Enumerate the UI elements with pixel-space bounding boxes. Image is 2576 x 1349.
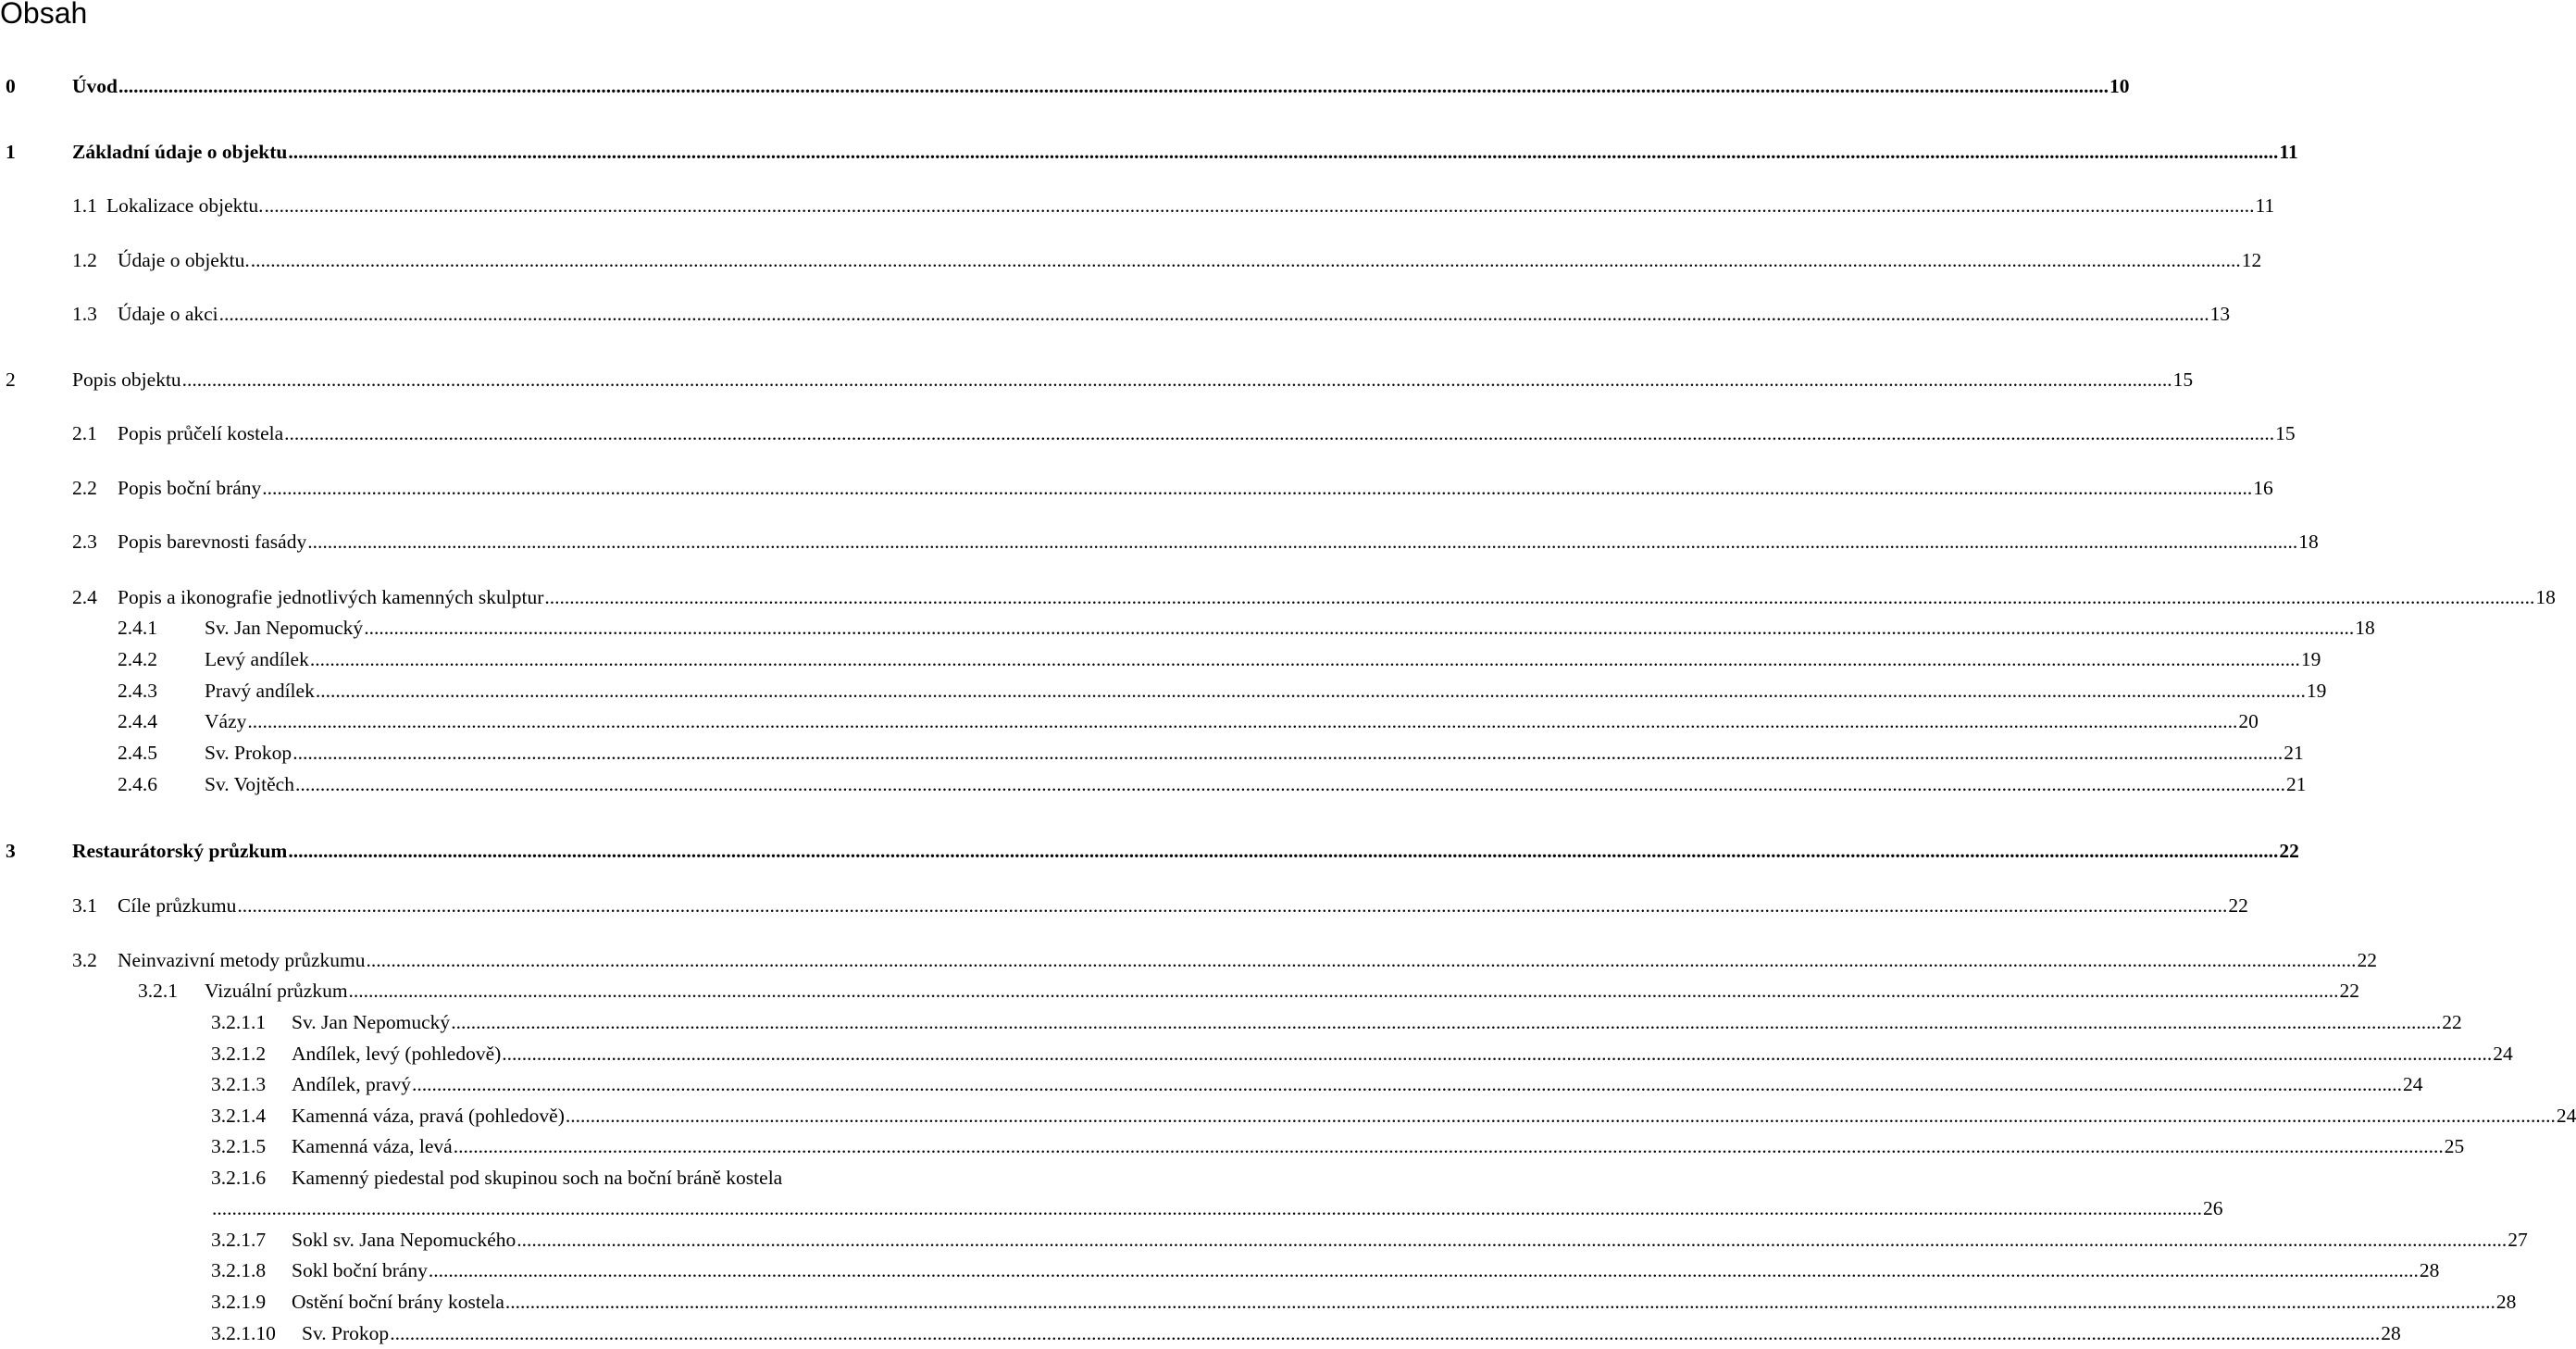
toc-page-number: 11	[2255, 194, 2275, 217]
toc-entry-title: Kamenný piedestal pod skupinou soch na boční bráně kostela	[292, 1167, 783, 1189]
toc-entry-title: Sv. Prokop	[302, 1322, 390, 1344]
toc-entry-number: 3.1	[72, 894, 97, 917]
toc-entry[interactable]	[138, 976, 2360, 1006]
toc-dot-leader: ................................................................................................................................................................................................................................................................................................................................................................................................................	[118, 75, 2109, 97]
toc-page-number: 18	[2355, 617, 2375, 639]
toc-page-number: 15	[2275, 422, 2296, 444]
toc-entry[interactable]	[211, 1225, 2528, 1255]
toc-dot-leader: ................................................................................................................................................................................................................................................................................................................................................................................................................	[294, 773, 2285, 795]
toc-entry-number: 1.2	[72, 249, 97, 271]
toc-dot-leader: ................................................................................................................................................................................................................................................................................................................................................................................................................	[250, 249, 2241, 271]
toc-entry-title: Sv. Vojtěch	[205, 773, 294, 795]
toc-entry[interactable]	[6, 137, 2298, 167]
toc-entry-number: 2.4	[72, 586, 97, 608]
toc-dot-leader: ................................................................................................................................................................................................................................................................................................................................................................................................................	[502, 1043, 2493, 1065]
toc-entry[interactable]	[72, 245, 2262, 275]
toc-entry[interactable]	[72, 527, 2319, 556]
toc-entry-title: Kamenná váza, levá	[292, 1135, 453, 1157]
toc-entry-title: Úvod	[72, 75, 118, 97]
toc-entry-title: Andílek, pravý	[292, 1073, 411, 1095]
toc-page-number: 28	[2495, 1291, 2517, 1313]
toc-page-number: 22	[2339, 980, 2360, 1002]
toc-entry[interactable]	[211, 1163, 889, 1193]
toc-entry-title: Vázy	[205, 710, 247, 732]
toc-page-number: 24	[2556, 1105, 2576, 1127]
toc-entry-number: 2.4.4	[118, 710, 157, 732]
toc-dot-leader: ................................................................................................................................................................................................................................................................................................................................................................................................................	[309, 648, 2300, 670]
toc-dot-leader: ................................................................................................................................................................................................................................................................................................................................................................................................................	[565, 1105, 2556, 1127]
toc-entry-number: 3.2.1.9	[211, 1291, 267, 1313]
toc-dot-leader: ................................................................................................................................................................................................................................................................................................................................................................................................................	[181, 368, 2172, 391]
toc-entry-title: Cíle průzkumu	[118, 894, 237, 917]
toc-entry-number: 2.4.2	[118, 648, 157, 670]
toc-entry-number: 2.2	[72, 477, 97, 499]
toc-entry-number: 2.4.1	[118, 617, 157, 639]
toc-entry-number: 3.2.1	[138, 980, 178, 1002]
toc-entry[interactable]	[211, 1287, 2517, 1317]
toc-page-number: 25	[2444, 1135, 2465, 1157]
toc-entry[interactable]	[118, 644, 2321, 674]
toc-entry[interactable]	[72, 582, 2556, 612]
toc-entry-number: 2.3	[72, 531, 97, 553]
toc-dot-leader: ................................................................................................................................................................................................................................................................................................................................................................................................................	[390, 1322, 2381, 1344]
toc-entry-title: Levý andílek	[205, 648, 309, 670]
toc-dot-leader: ................................................................................................................................................................................................................................................................................................................................................................................................................	[315, 680, 2306, 702]
toc-page-number: 22	[2279, 840, 2299, 862]
toc-entry[interactable]	[72, 945, 2377, 975]
toc-entry-number: 3.2.1.3	[211, 1073, 267, 1095]
toc-entry[interactable]	[118, 769, 2307, 799]
toc-dot-leader: ................................................................................................................................................................................................................................................................................................................................................................................................................	[366, 949, 2357, 971]
toc-entry-title: Popis objektu	[72, 368, 181, 391]
toc-entry[interactable]	[211, 1007, 2462, 1037]
toc-entry[interactable]	[118, 613, 2375, 643]
toc-entry-number: 3.2.1.7	[211, 1229, 267, 1251]
toc-entry-number: 3.2	[72, 949, 97, 971]
toc-entry-title: Popis průčelí kostela	[118, 422, 284, 444]
toc-entry[interactable]	[6, 836, 2299, 866]
toc-entry[interactable]	[6, 71, 2130, 101]
toc-entry-number: 3.2.1.1	[211, 1011, 267, 1033]
toc-entry-number: 3.2.1.8	[211, 1259, 267, 1281]
toc-entry-number: 2.1	[72, 422, 97, 444]
toc-entry-title: Popis barevnosti fasády	[118, 531, 307, 553]
toc-entry[interactable]	[118, 706, 2259, 736]
toc-dot-leader: ................................................................................................................................................................................................................................................................................................................................................................................................................	[288, 840, 2279, 862]
toc-entry-number: 2.4.6	[118, 773, 157, 795]
toc-entry-number: 2	[6, 368, 16, 391]
toc-page-number: 22	[2357, 949, 2377, 971]
toc-entry[interactable]	[72, 891, 2248, 920]
toc-dot-leader: ................................................................................................................................................................................................................................................................................................................................................................................................................	[451, 1011, 2442, 1033]
toc-entry[interactable]	[211, 1318, 2401, 1348]
toc-dot-leader: ................................................................................................................................................................................................................................................................................................................................................................................................................	[453, 1135, 2444, 1157]
toc-entry[interactable]	[211, 1039, 2513, 1068]
toc-page-number: 11	[2279, 141, 2298, 163]
toc-dot-leader: ................................................................................................................................................................................................................................................................................................................................................................................................................	[516, 1229, 2508, 1251]
toc-entry-number: 2.4.3	[118, 680, 157, 702]
toc-entry-title: Sv. Prokop	[205, 742, 292, 764]
toc-entry-number: 0	[6, 75, 16, 97]
toc-entry-number: 1	[6, 141, 16, 163]
toc-dot-leader: ................................................................................................................................................................................................................................................................................................................................................................................................................	[247, 710, 2238, 732]
toc-page-number: 19	[2306, 680, 2327, 702]
toc-entry-title: Popis a ikonografie jednotlivých kamenných skulptur	[118, 586, 544, 608]
toc-entry-number: 3.2.1.10	[211, 1322, 276, 1344]
toc-entry-number: 3.2.1.6	[211, 1167, 267, 1189]
toc-entry-number: 1.1	[72, 194, 97, 217]
toc-entry-title: Ostění boční brány kostela	[292, 1291, 504, 1313]
toc-page-number: 20	[2238, 710, 2259, 732]
toc-entry-title: Sokl boční brány	[292, 1259, 428, 1281]
toc-page-number: 26	[2203, 1197, 2223, 1219]
toc-entry-title: Základní údaje o objektu	[72, 141, 288, 163]
toc-page-number: 27	[2508, 1229, 2528, 1251]
toc-entry-title: Sv. Jan Nepomucký	[205, 617, 364, 639]
toc-entry-title: Pravý andílek	[205, 680, 315, 702]
toc-dot-leader: ................................................................................................................................................................................................................................................................................................................................................................................................................	[237, 894, 2228, 917]
toc-page-number: 13	[2209, 303, 2231, 325]
toc-entry[interactable]	[118, 676, 2327, 706]
toc-dot-leader: ................................................................................................................................................................................................................................................................................................................................................................................................................	[307, 531, 2298, 553]
toc-page-number: 28	[2419, 1259, 2440, 1281]
toc-entry-title: Restaurátorský průzkum	[72, 840, 288, 862]
toc-entry-title: Údaje o akci	[118, 303, 218, 325]
toc-page-number: 19	[2300, 648, 2321, 670]
toc-page-number: 12	[2241, 249, 2262, 271]
toc-dot-leader: ................................................................................................................................................................................................................................................................................................................................................................................................................	[292, 742, 2284, 764]
toc-page-number: 21	[2284, 742, 2304, 764]
toc-entry-title: Údaje o objektu.	[118, 249, 250, 271]
toc-entry-number: 1.3	[72, 303, 97, 325]
toc-page-number: 21	[2285, 773, 2307, 795]
toc-dot-leader: ................................................................................................................................................................................................................................................................................................................................................................................................................	[428, 1259, 2419, 1281]
toc-page-number: 24	[2493, 1043, 2513, 1065]
toc-entry[interactable]	[211, 1101, 2576, 1130]
toc-entry-title: Andílek, levý (pohledově)	[292, 1043, 502, 1065]
toc-page-number: 16	[2253, 477, 2273, 499]
toc-entry[interactable]	[72, 418, 2296, 448]
toc-entry-number: 3.2.1.2	[211, 1043, 267, 1065]
toc-dot-leader: ................................................................................................................................................................................................................................................................................................................................................................................................................	[364, 617, 2355, 639]
toc-entry-title: Popis boční brány	[118, 477, 262, 499]
toc-entry-number: 3.2.1.4	[211, 1105, 267, 1127]
page-title: Obsah	[0, 0, 88, 30]
toc-dot-leader: ................................................................................................................................................................................................................................................................................................................................................................................................................	[212, 1197, 2202, 1219]
toc-entry[interactable]	[211, 1255, 2440, 1285]
toc-dot-leader: ................................................................................................................................................................................................................................................................................................................................................................................................................	[504, 1291, 2495, 1313]
toc-page-number: 28	[2381, 1322, 2401, 1344]
toc-page-number: 24	[2402, 1073, 2423, 1095]
toc-page-number: 15	[2172, 368, 2194, 391]
toc-dot-leader: ................................................................................................................................................................................................................................................................................................................................................................................................................	[262, 477, 2253, 499]
toc-entry[interactable]	[72, 299, 2231, 329]
toc-dot-leader: ................................................................................................................................................................................................................................................................................................................................................................................................................	[288, 141, 2279, 163]
toc-page-number: 18	[2535, 586, 2556, 608]
toc-entry[interactable]	[72, 473, 2273, 503]
toc-entry[interactable]	[72, 191, 2275, 220]
toc-entry-number: 2.4.5	[118, 742, 157, 764]
toc-dot-leader: ................................................................................................................................................................................................................................................................................................................................................................................................................	[218, 303, 2209, 325]
toc-entry-number: 3.2.1.5	[211, 1135, 267, 1157]
toc-dot-leader: ................................................................................................................................................................................................................................................................................................................................................................................................................	[544, 586, 2535, 608]
toc-entry[interactable]	[6, 365, 2194, 394]
toc-entry-title: Vizuální průzkum	[205, 980, 348, 1002]
toc-entry-title: Kamenná váza, pravá (pohledově)	[292, 1105, 565, 1127]
toc-dot-leader: ................................................................................................................................................................................................................................................................................................................................................................................................................	[284, 422, 2275, 444]
toc-entry-title: Lokalizace objektu.	[106, 194, 264, 217]
toc-page-number: 10	[2109, 75, 2130, 97]
toc-entry-title: Neinvazivní metody průzkumu	[118, 949, 366, 971]
toc-entry[interactable]	[118, 738, 2304, 768]
toc-page-number: 22	[2228, 894, 2248, 917]
toc-entry[interactable]	[211, 1069, 2423, 1099]
toc-entry-number: 3	[6, 840, 16, 862]
toc-page-number: 18	[2298, 531, 2319, 553]
toc-entry-title: Sv. Jan Nepomucký	[292, 1011, 451, 1033]
toc-entry-title: Sokl sv. Jana Nepomuckého	[292, 1229, 516, 1251]
toc-dot-leader: ................................................................................................................................................................................................................................................................................................................................................................................................................	[348, 980, 2339, 1002]
toc-entry[interactable]	[211, 1131, 2465, 1161]
toc-dot-leader: ................................................................................................................................................................................................................................................................................................................................................................................................................	[264, 194, 2255, 217]
toc-dot-leader: ................................................................................................................................................................................................................................................................................................................................................................................................................	[411, 1073, 2402, 1095]
toc-entry[interactable]	[211, 1193, 2223, 1223]
toc-page-number: 22	[2442, 1011, 2462, 1033]
